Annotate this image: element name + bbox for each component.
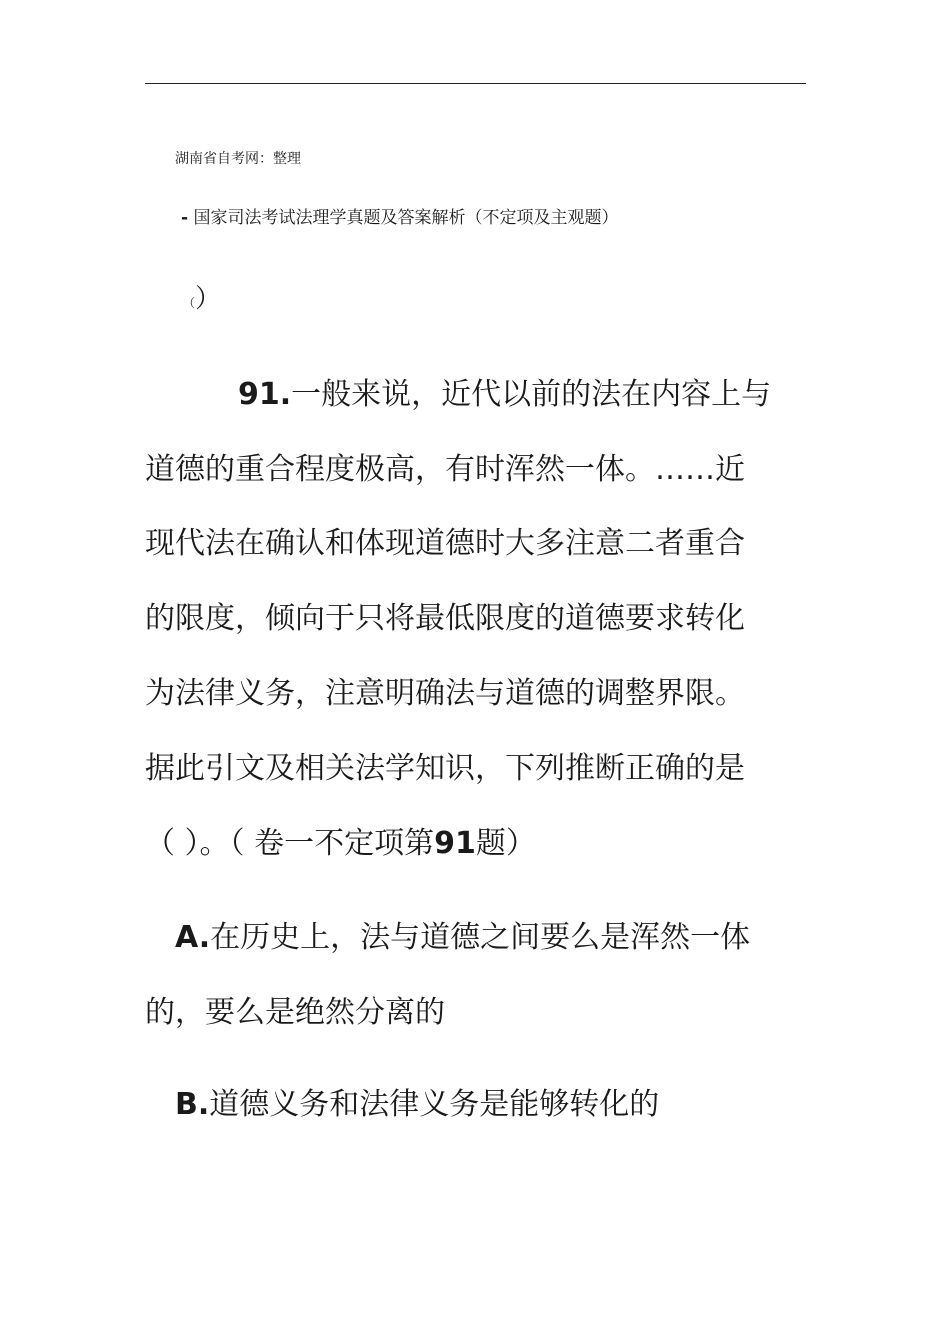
subtitle-dash: -	[181, 208, 189, 228]
option-b-label: B.	[175, 1087, 210, 1122]
document-subtitle	[181, 207, 618, 229]
question-line-6: 据此引文及相关法学知识，下列推断正确的是	[145, 751, 745, 786]
option-a-label: A.	[175, 920, 211, 955]
option-a-line-2: 的，要么是绝然分离的	[145, 995, 445, 1030]
header-rule	[145, 83, 806, 84]
question-line-2: 道德的重合程度极高，有时浑然一体。……近	[145, 452, 745, 487]
question-ref-number: 91	[434, 826, 476, 861]
question-line-1: 91.一般来说，近代以前的法在内容上与	[238, 377, 772, 412]
question-line-4: 的限度，倾向于只将最低限度的道德要求转化	[145, 601, 745, 636]
option-b-line-1: B.道德义务和法律义务是能够转化的	[175, 1087, 660, 1122]
question-line-7: （ ）。（ 卷一不定项第91题）	[145, 826, 536, 861]
subtitle-text: 国家司法考试法理学真题及答案解析（不定项及主观题）	[193, 208, 619, 228]
question-line-3: 现代法在确认和体现道德时大多注意二者重合	[145, 526, 745, 561]
source-label: 湖南省自考网：整理	[175, 151, 301, 167]
question-number: 91.	[238, 377, 292, 412]
paren-open: （	[183, 296, 196, 310]
option-a-line-1: A.在历史上，法与道德之间要么是浑然一体	[175, 920, 751, 955]
question-line-5: 为法律义务，注意明确法与道德的调整界限。	[145, 676, 745, 711]
paren-close: ）	[195, 284, 222, 314]
empty-parenthesis	[183, 284, 221, 318]
